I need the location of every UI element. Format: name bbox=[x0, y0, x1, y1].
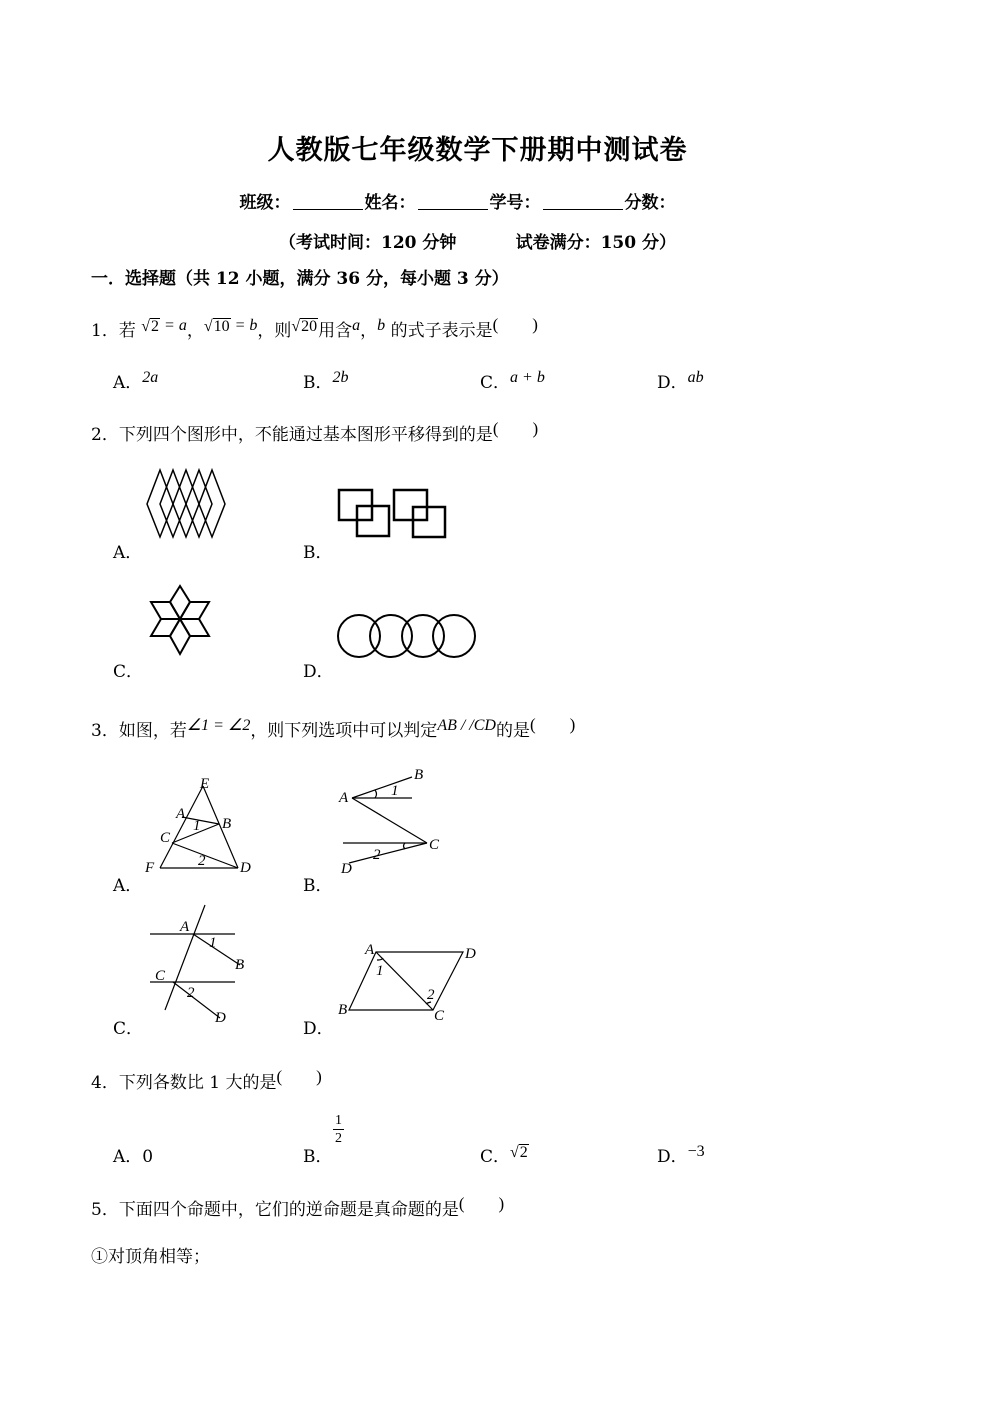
name-label: 姓名： bbox=[364, 193, 416, 213]
label-b: B bbox=[414, 767, 424, 783]
answer-paren: ( ) bbox=[529, 715, 576, 734]
q2-label-b: B． bbox=[303, 543, 333, 563]
label-c: C bbox=[160, 830, 171, 846]
q1-option-b: B．2b bbox=[303, 369, 349, 393]
angle-1: 1 bbox=[193, 818, 201, 834]
q4-option-a: A．0 bbox=[113, 1147, 154, 1167]
q1-eq-a: = a bbox=[160, 317, 187, 334]
label-c: C bbox=[429, 837, 440, 853]
sqrt-20: √20 bbox=[291, 318, 318, 335]
q1-var-a: a bbox=[352, 317, 361, 334]
q3-figure-d bbox=[333, 938, 483, 1026]
question-4 bbox=[91, 1068, 322, 1093]
q4-text: 4．下列各数比 1 大的是 bbox=[91, 1073, 277, 1093]
q2-figure-d bbox=[333, 610, 481, 664]
sqrt-2: √2 bbox=[510, 1144, 528, 1161]
label-b: B bbox=[222, 816, 232, 832]
label-b: B bbox=[338, 1002, 348, 1018]
label-b: B bbox=[235, 957, 245, 973]
angle-2: 2 bbox=[373, 847, 381, 863]
question-3 bbox=[91, 716, 575, 741]
label-d: D bbox=[215, 1010, 226, 1025]
q1-num: 1．若 bbox=[91, 321, 136, 341]
q1-text2: 的式子表示是 bbox=[390, 321, 493, 341]
label-a: A bbox=[180, 919, 190, 935]
angle-1: 1 bbox=[391, 783, 399, 799]
q3-text1: 3．如图，若 bbox=[91, 721, 187, 741]
q5-text: 5．下面四个命题中，它们的逆命题是真命题的是 bbox=[91, 1200, 459, 1220]
label-e: E bbox=[200, 776, 210, 792]
label-a: A bbox=[339, 790, 349, 806]
q4-option-c: C．√2 bbox=[480, 1144, 528, 1167]
q3-label-c: C． bbox=[113, 1019, 144, 1039]
q1-eq-b: = b bbox=[230, 317, 258, 334]
student-info-line bbox=[0, 188, 915, 213]
answer-paren: ( ) bbox=[458, 1194, 505, 1213]
q3-text2: ，则下列选项中可以判定 bbox=[250, 721, 438, 741]
q2-label-c: C． bbox=[113, 662, 144, 682]
exam-info bbox=[0, 228, 955, 253]
label-d: D bbox=[240, 860, 251, 876]
angle-2: 2 bbox=[427, 987, 435, 1003]
q1-option-c: C．a + b bbox=[480, 369, 545, 393]
label-a: A bbox=[176, 806, 186, 822]
q2-figure-a bbox=[140, 465, 235, 545]
q5-item-1: ①对顶角相等； bbox=[91, 1247, 210, 1267]
q1-option-d: D．ab bbox=[657, 369, 704, 393]
label-d: D bbox=[465, 946, 476, 962]
class-label: 班级： bbox=[239, 193, 291, 213]
q3-figure-c bbox=[145, 900, 260, 1025]
score-label: 分数： bbox=[624, 193, 676, 213]
sqrt-10: √10 bbox=[203, 318, 230, 335]
q1-var-b: b bbox=[377, 317, 386, 334]
q3-condition: ∠1 = ∠2 bbox=[186, 717, 251, 734]
class-blank bbox=[293, 193, 363, 210]
q3-figure-a bbox=[140, 770, 260, 880]
q1-option-a: A．2a bbox=[113, 369, 159, 393]
id-label: 学号： bbox=[489, 193, 541, 213]
answer-paren: ( ) bbox=[276, 1067, 322, 1086]
q1-text1: 用含 bbox=[318, 321, 353, 341]
label-d: D bbox=[341, 861, 352, 877]
q4-option-b: B． bbox=[303, 1147, 333, 1167]
q4-option-d: D．−3 bbox=[657, 1143, 705, 1167]
q3-text3: 的是 bbox=[495, 721, 530, 741]
sqrt-2: √2 bbox=[141, 318, 160, 335]
q4-fraction: $\frac{1}{2}$ bbox=[335, 1113, 342, 1146]
answer-paren: ( ) bbox=[492, 419, 539, 438]
q3-label-a: A． bbox=[113, 876, 143, 896]
label-a: A bbox=[365, 942, 375, 958]
q2-label-a: A． bbox=[113, 543, 143, 563]
angle-2: 2 bbox=[187, 985, 195, 1001]
label-c: C bbox=[155, 968, 166, 984]
section-heading: 一．选择题（共 12 小题，满分 36 分，每小题 3 分） bbox=[91, 269, 509, 289]
q3-label-d: D． bbox=[303, 1019, 334, 1039]
exam-time: （考试时间：120 分钟 bbox=[279, 233, 457, 253]
page-title: 人教版七年级数学下册期中测试卷 bbox=[267, 135, 688, 166]
q3-label-b: B． bbox=[303, 876, 333, 896]
q2-text: 2．下列四个图形中，不能通过基本图形平移得到的是 bbox=[91, 425, 493, 445]
exam-full-score: 试卷满分：150 分） bbox=[515, 233, 676, 253]
q1-comma: ， bbox=[186, 321, 204, 341]
q2-figure-b bbox=[335, 485, 450, 543]
question-5 bbox=[91, 1195, 504, 1220]
question-1: 1．若 √2 = a，√10 = b，则√20用含a，b 的式子表示是( ) bbox=[91, 316, 538, 341]
answer-paren: ( ) bbox=[492, 315, 538, 334]
q3-figure-b bbox=[335, 763, 450, 878]
angle-1: 1 bbox=[209, 935, 217, 951]
q2-label-d: D． bbox=[303, 662, 334, 682]
id-blank bbox=[543, 193, 623, 210]
q1-then: ，则 bbox=[257, 321, 292, 341]
question-2 bbox=[91, 420, 538, 445]
label-f: F bbox=[145, 860, 155, 876]
angle-1: 1 bbox=[376, 963, 384, 979]
angle-2: 2 bbox=[198, 853, 206, 869]
label-c: C bbox=[434, 1008, 445, 1024]
q2-figure-c bbox=[142, 582, 220, 662]
q3-relation: AB / /CD bbox=[437, 717, 496, 734]
name-blank bbox=[418, 193, 488, 210]
